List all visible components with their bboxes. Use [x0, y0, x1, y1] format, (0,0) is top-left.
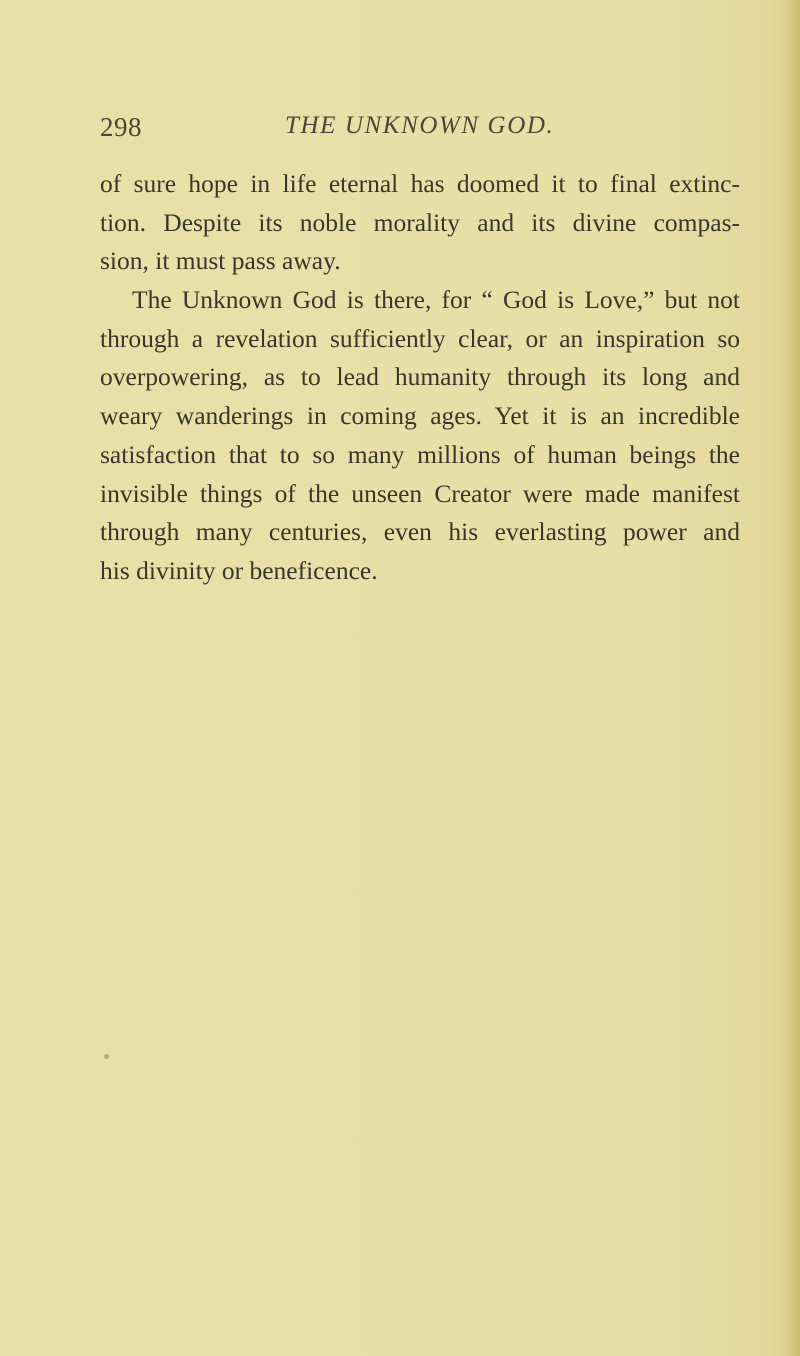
text-line: The Unknown God is there, for “ God is Love,” but not [132, 285, 740, 315]
text-line: sion, it must pass away. [100, 246, 341, 276]
text-line: tion. Despite its noble morality and its divine compas- [100, 207, 740, 237]
running-head [100, 112, 740, 148]
page-edge-shadow [786, 0, 800, 1356]
page-number: 298 [100, 112, 142, 142]
text-line: through a revelation sufficiently clear, or an inspiration so [100, 323, 740, 353]
text-line: invisible things of the unseen Creator were made manifest [100, 478, 740, 508]
text-line: satisfaction that to so many millions of human beings the [100, 439, 740, 469]
text-line: through many centuries, even his everlasting power and [100, 517, 740, 547]
running-title: THE UNKNOWN GOD. [285, 112, 555, 139]
paper-speck [104, 1054, 109, 1059]
text-line: of sure hope in life eternal has doomed it to final extinc- [100, 169, 740, 198]
text-line: his divinity or beneficence. [100, 555, 378, 585]
body-text [100, 165, 740, 591]
text-line: overpowering, as to lead humanity through its long and [100, 362, 740, 392]
text-line: weary wanderings in coming ages. Yet it is an incredible [100, 401, 740, 431]
